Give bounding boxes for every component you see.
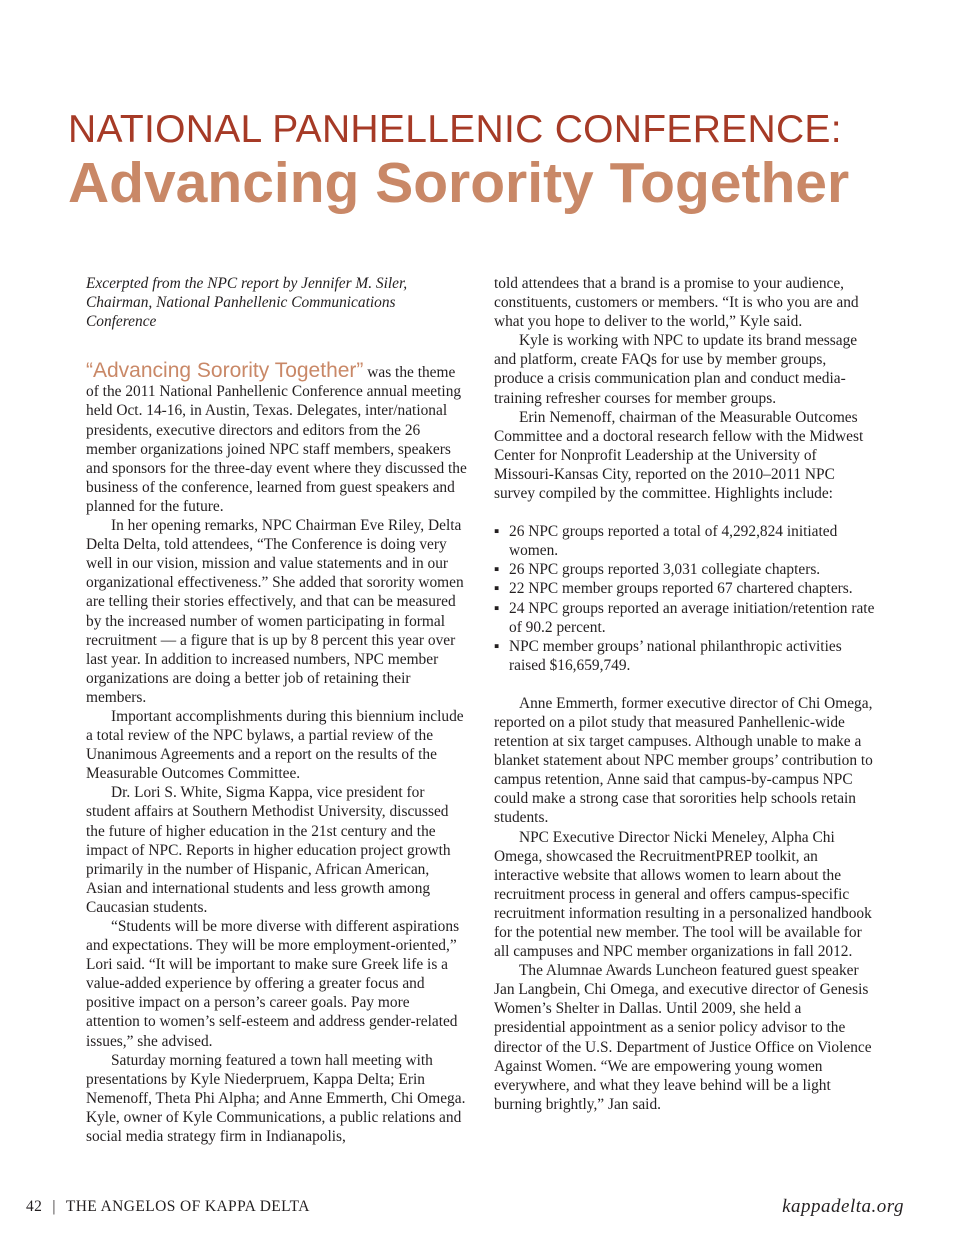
- body-paragraph: In her opening remarks, NPC Chairman Eve Riley, Delta Delta Delta, told attendees, “The Conference is doing very well in our vision, mission and value statements and in our organizational effectiveness.” She added that sorority women are telling their stories effectively, and that can be measured by the increased number of women participating in formal recruitment — a figure that is up by 8 percent this year over last year. In addition to increased numbers, NPC member organizations are doing a better job of retaining their members.: [86, 517, 464, 706]
- page-number: 42: [26, 1198, 43, 1215]
- list-item: [494, 560, 875, 579]
- list-item-text: NPC member groups’ national philanthropic activities raised $16,659,749.: [509, 637, 842, 674]
- pull-quote: “Advancing Sorority Together”: [86, 359, 364, 383]
- list-item: [494, 637, 875, 675]
- body-paragraph: Dr. Lori S. White, Sigma Kappa, vice president for student affairs at Southern Methodist University, discussed the future of higher education in the 21st century and the impact of NPC. Reports in higher education project growth primarily in the number of Hispanic, African American, Asian and international students and less growth among Caucasian students.: [86, 784, 451, 916]
- body-paragraph: The Alumnae Awards Luncheon featured guest speaker Jan Langbein, Chi Omega, and executive director of Genesis Women’s Shelter in Dallas. Until 2009, she held a presidential appointment as a senior policy advisor to the director of the U.S. Department of Justice Office on Violence Against Women. “We are empowering young women everywhere, and what they leave behind will be a light burning brightly,” Jan said.: [494, 962, 872, 1113]
- folio: [26, 1198, 310, 1216]
- body-paragraph: Erin Nemenoff, chairman of the Measurable Outcomes Committee and a doctoral research fellow with the Midwest Center for Nonprofit Leadership at the University of Missouri-Kansas City, reported on the 2010–2011 NPC survey compiled by the committee. Highlights include:: [494, 408, 864, 503]
- bullet-icon: ▪: [494, 523, 500, 541]
- list-item: [494, 599, 875, 637]
- bullet-icon: ▪: [494, 580, 500, 598]
- publication-name: THE ANGELOS OF KAPPA DELTA: [65, 1198, 310, 1215]
- bullet-icon: ▪: [494, 637, 500, 655]
- bullet-icon: ▪: [494, 561, 500, 579]
- list-item: [494, 579, 875, 598]
- body-paragraph: Kyle is working with NPC to update its brand message and platform, create FAQs for use by member groups, produce a crisis communication plan and conduct media-training refresher courses for member groups.: [494, 332, 858, 407]
- continued-paragraph: told attendees that a brand is a promise to your audience, constituents, customers or members. “It is who you are and what you hope to deliver to the world,” Kyle said.: [494, 275, 859, 331]
- list-item-text: 22 NPC member groups reported 67 chartered chapters.: [509, 580, 853, 598]
- website-link[interactable]: kappadelta.org: [782, 1196, 904, 1217]
- list-item-text: 26 NPC groups reported a total of 4,292,824 initiated women.: [509, 523, 838, 560]
- lead-paragraph-text: was the theme of the 2011 National Panhellenic Conference annual meeting held Oct. 14-16, in Austin, Texas. Delegates, inter/national presidents, executive directors and editors from the 26 member organizations joined NPC staff members, speakers and sponsors for the three-day event where they discussed the business of the conference, learned from guest speakers and planned for the future.: [86, 364, 467, 515]
- list-item-text: 24 NPC groups reported an average initiation/retention rate of 90.2 percent.: [509, 599, 875, 636]
- byline-line-1: Excerpted from the NPC report by Jennifer M. Siler,: [86, 275, 408, 292]
- list-item: [494, 522, 875, 560]
- list-item-text: 26 NPC groups reported 3,031 collegiate chapters.: [509, 561, 821, 579]
- body-paragraph: Saturday morning featured a town hall meeting with presentations by Kyle Niederpruem, Kappa Delta; Erin Nemenoff, Theta Phi Alpha; and Anne Emmerth, Chi Omega. Kyle, owner of Kyle Communications, a public relations and social media strategy firm in Indianapolis,: [86, 1051, 466, 1146]
- article-headline: Advancing Sorority Together: [68, 151, 850, 215]
- article-heading: [68, 108, 908, 213]
- highlights-list: [494, 522, 875, 675]
- right-column: [494, 274, 875, 1114]
- body-paragraph: Important accomplishments during this biennium include a total review of the NPC bylaws, a partial review of the Unanimous Agreements and a report on the results of the Measurable Outcomes Committee.: [86, 707, 464, 783]
- body-paragraph: “Students will be more diverse with different aspirations and expectations. They will be more employment-oriented,” Lori said. “It will be important to make sure Greek life is a value-added experience by offering a greater focus and positive impact on a person’s career goals. Pay more attention to women’s self-esteem and address gender-related issues,” she advised.: [86, 918, 460, 1050]
- page-footer: [26, 1198, 904, 1222]
- folio-separator: |: [52, 1198, 56, 1215]
- byline: [86, 274, 467, 331]
- byline-line-2: Chairman, National Panhellenic Communications Conference: [86, 294, 396, 331]
- lead-paragraph: [86, 361, 467, 516]
- left-column: [86, 274, 467, 1146]
- article-kicker: NATIONAL PANHELLENIC CONFERENCE:: [68, 108, 842, 151]
- body-paragraph: Anne Emmerth, former executive director of Chi Omega, reported on a pilot study that measured Panhellenic-wide retention at six target campuses. Although unable to make a blanket statement about NPC member groups’ contribution to campus retention, Anne said that campus-by-campus NPC could make a strong case that sororities help schools retain students.: [494, 694, 873, 827]
- bullet-icon: ▪: [494, 599, 500, 617]
- body-paragraph: NPC Executive Director Nicki Meneley, Alpha Chi Omega, showcased the RecruitmentPREP toolkit, an interactive website that allows women to learn about the recruitment process in general and offers campus-specific recruitment information resulting in a personalized handbook for the potential new member. The tool will be available for all campuses and NPC member organizations in fall 2012.: [494, 828, 872, 961]
